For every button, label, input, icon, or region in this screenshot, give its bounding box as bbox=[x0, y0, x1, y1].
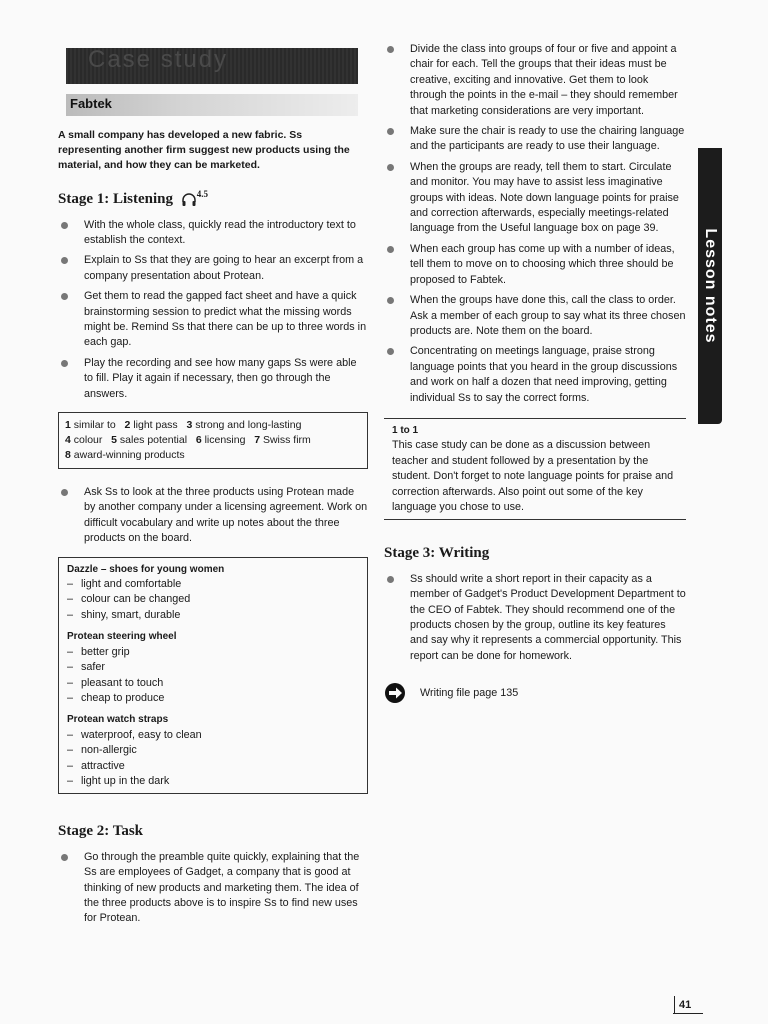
side-tab-label: Lesson notes bbox=[702, 228, 719, 344]
list-item: – pleasant to touch bbox=[67, 676, 359, 691]
list-item: Concentrating on meetings language, praise strong language points that you heard in the group discussions and work on half a dozen that need improving, getting individual Ss to say the correct forms. bbox=[384, 344, 686, 406]
stage1-list bbox=[58, 218, 368, 402]
list-item: Explain to Ss that they are going to hear an excerpt from a company presentation about Protean. bbox=[58, 253, 368, 284]
bullet-icon bbox=[387, 164, 394, 171]
list-item: Divide the class into groups of four or five and appoint a chair for each. Tell the groups that their ideas must be creative, exciting and innovative. Get them to look through the points in the e-mail – they should remember that marketing considerations are very important. bbox=[384, 42, 686, 119]
list-item: – waterproof, easy to clean bbox=[67, 728, 359, 743]
left-column bbox=[58, 48, 368, 932]
list-item: – non-allergic bbox=[67, 743, 359, 758]
one-to-one-box bbox=[384, 418, 686, 520]
list-item: Go through the preamble quite quickly, explaining that the Ss are employees of Gadget, a company that is good at thinking of new products and marketing them. The idea of the three products above is to inspire Ss to find new uses for Protean. bbox=[58, 850, 368, 927]
stage3-list bbox=[384, 572, 686, 664]
writing-file-label: Writing file page 135 bbox=[420, 686, 519, 699]
arrow-right-icon bbox=[384, 682, 406, 704]
stage1-title: Stage 1: Listening bbox=[58, 191, 174, 207]
list-item: With the whole class, quickly read the introductory text to establish the context. bbox=[58, 218, 368, 249]
stage3-heading: Stage 3: Writing bbox=[384, 545, 490, 562]
case-study-banner bbox=[66, 48, 358, 84]
case-study-title: Case study bbox=[88, 46, 229, 73]
one-to-one-title: 1 to 1 bbox=[392, 424, 419, 436]
bullet-icon bbox=[387, 246, 394, 253]
products-box bbox=[58, 557, 368, 795]
intro-text: A small company has developed a new fabric. Ss representing another firm suggest new products using the material, and how they can be marketed. bbox=[58, 129, 350, 171]
bullet-icon bbox=[61, 257, 68, 264]
list-item: Get them to read the gapped fact sheet and have a quick brainstorming session to predict what the missing words might be. Remind Ss that there can be up to three words in each gap. bbox=[58, 289, 368, 351]
list-item: – light and comfortable bbox=[67, 577, 359, 592]
answer-key-box: 1 similar to 2 light pass 3 strong and long-lasting 4 colour 5 sales potential 6 licensing 7 Swiss firm 8 award-winning products bbox=[58, 412, 368, 469]
product-title: Protean steering wheel bbox=[67, 631, 177, 643]
list-item: When each group has come up with a number of ideas, tell them to move on to choosing which three should be proposed to Fabtek. bbox=[384, 242, 686, 288]
page-number: 41 bbox=[674, 996, 691, 1014]
writing-file-link[interactable] bbox=[384, 682, 686, 704]
protean-list bbox=[58, 485, 368, 547]
list-item: When the groups are ready, tell them to start. Circulate and monitor. You may have to assist less imaginative groups with ideas. Note down language points for praise and correction afterwards, especially meetings-related language from the Useful language box on page 39. bbox=[384, 160, 686, 237]
headphones-icon bbox=[181, 192, 197, 208]
one-to-one-text: This case study can be done as a discussion between teacher and student followed by a presentation by the student. Don't forget to note language points for praise and correction afterwards. Also point out some of the key language you chose to use. bbox=[392, 439, 674, 513]
list-item: Make sure the chair is ready to use the chairing language and the participants are ready to use their language. bbox=[384, 124, 686, 155]
bullet-icon bbox=[61, 360, 68, 367]
list-item: – colour can be changed bbox=[67, 592, 359, 607]
bullet-icon bbox=[61, 854, 68, 861]
bullet-icon bbox=[387, 297, 394, 304]
bullet-icon bbox=[387, 128, 394, 135]
task-list bbox=[384, 42, 686, 406]
list-item: When the groups have done this, call the class to order. Ask a member of each group to say what its three chosen products are. Note them on the board. bbox=[384, 293, 686, 339]
bullet-icon bbox=[387, 576, 394, 583]
stage2-heading: Stage 2: Task bbox=[58, 823, 144, 840]
section-bar bbox=[66, 94, 358, 116]
bullet-icon bbox=[61, 489, 68, 496]
list-item: – cheap to produce bbox=[67, 691, 359, 706]
list-item: – shiny, smart, durable bbox=[67, 608, 359, 623]
list-item: Ask Ss to look at the three products using Protean made by another company under a licensing agreement. Work on difficult vocabulary and write up notes about the three products on the board. bbox=[58, 485, 368, 547]
list-item: Play the recording and see how many gaps Ss were able to fill. Play it again if necessary, then go through the answers. bbox=[58, 356, 368, 402]
list-item: – safer bbox=[67, 660, 359, 675]
list-item: – light up in the dark bbox=[67, 774, 359, 789]
stage1-heading bbox=[58, 187, 368, 208]
track-number: 4.5 bbox=[196, 189, 209, 199]
list-item: – attractive bbox=[67, 759, 359, 774]
product-title: Protean watch straps bbox=[67, 714, 169, 726]
right-column bbox=[384, 42, 686, 704]
side-tab bbox=[698, 148, 722, 424]
list-item: – better grip bbox=[67, 645, 359, 660]
product-title: Dazzle – shoes for young women bbox=[67, 563, 225, 575]
bullet-icon bbox=[61, 293, 68, 300]
section-title: Fabtek bbox=[70, 96, 112, 111]
bullet-icon bbox=[387, 348, 394, 355]
bullet-icon bbox=[61, 222, 68, 229]
bullet-icon bbox=[387, 46, 394, 53]
list-item: Ss should write a short report in their capacity as a member of Gadget's Product Development Department to the CEO of Fabtek. They should recommend one of the products chosen by the group, outline its key features and say why it represents a commercial opportunity. This report can be done for homework. bbox=[384, 572, 686, 664]
stage2-list bbox=[58, 850, 368, 927]
